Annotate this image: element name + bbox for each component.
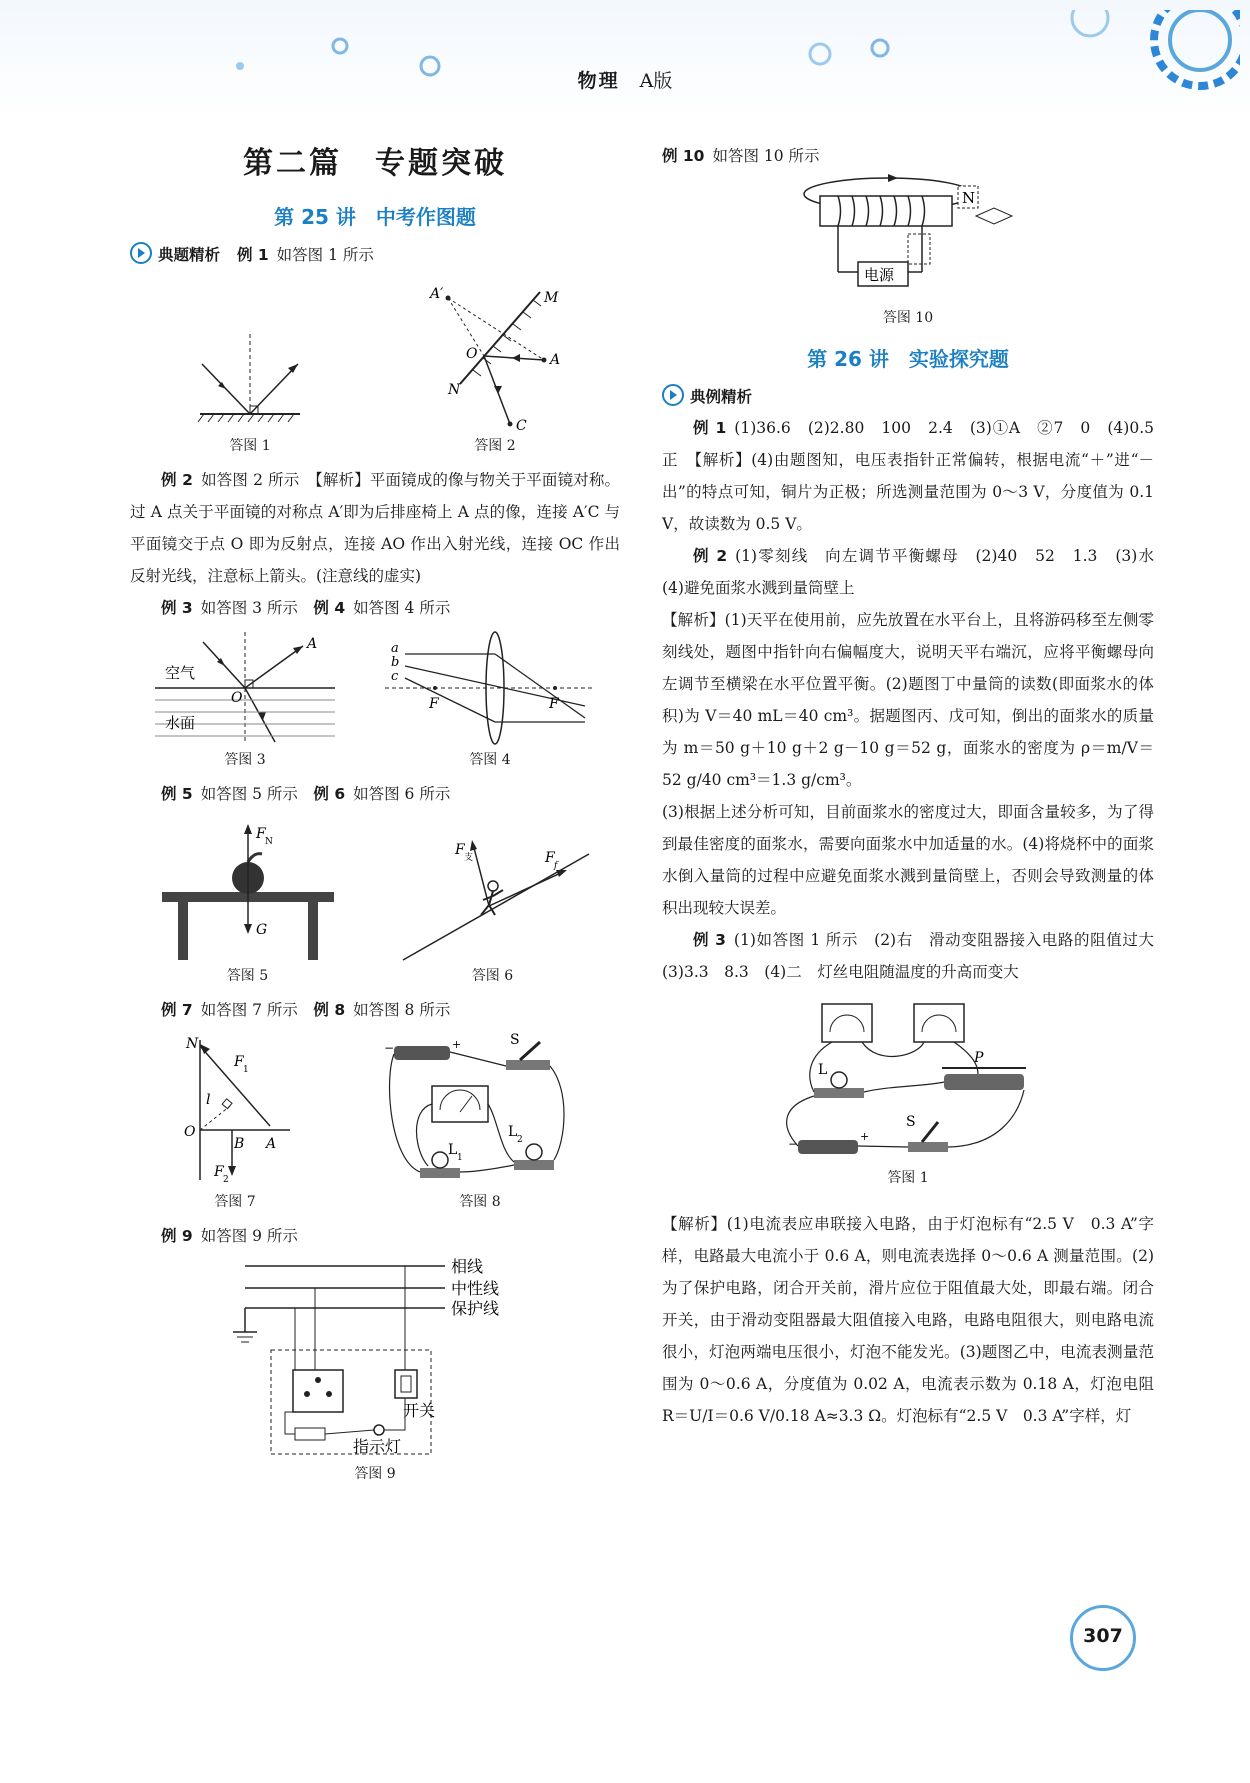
- lecture-26-title: 第 26 讲 实验探究题: [807, 347, 1009, 371]
- label-f-support: F: [454, 842, 465, 858]
- example-text: 如答图 2 所示 【解析】平面镜成的像与物关于平面镜对称。过 A 点关于平面镜的对称点 A′即为后排座椅上 A 点的像，连接 A′C 与平面镜交于点 O 即为反射点，连接 AO 作出入射光线，连接 OC 作出反射光线，注意标上箭头。(注意线的虚实): [130, 471, 621, 585]
- label-o: O: [184, 1124, 196, 1140]
- label-a-prime: A′: [430, 286, 444, 302]
- label-g: G: [255, 922, 267, 938]
- label-m: M: [544, 290, 559, 306]
- example-text: (1)零刻线 向左调节平衡螺母 (2)40 52 1.3 (3)水 (4)避免面浆水溅到量筒壁上: [662, 547, 1170, 597]
- label-l2: L: [508, 1124, 518, 1140]
- figure-caption: 答图 7: [214, 1194, 256, 1210]
- header-subject: 物理: [577, 70, 620, 92]
- label-indicator-light: 指示灯: [353, 1437, 402, 1456]
- label-l2-sub: 2: [517, 1135, 523, 1145]
- lens-diagram: [385, 628, 595, 748]
- label-a: a: [391, 641, 399, 656]
- example-number: 例 3: [161, 599, 193, 617]
- figure-row-1-2: [130, 274, 620, 458]
- label-o: O: [231, 690, 243, 706]
- lecture-26-example-1: [662, 412, 1170, 540]
- label-l: l: [206, 1092, 211, 1108]
- example-text: (1)36.6 (2)2.80 100 2.4 (3)①A ②7 0 (4)0.5 正 【解析】(4)由题图知，电压表指针正常偏转，根据电流“＋”进“－出”的特点可知，铜片为正极；所选测量范围为 0～3 V，分度值为 0.1 V，故读数为 0.5 V。: [662, 419, 1170, 533]
- example-text: 如答图 5 所示: [200, 785, 298, 803]
- example-text: 如答图 3 所示: [200, 599, 298, 617]
- lecture-26-example-2-analysis: 【解析】(1)天平在使用前，应先放置在水平台上，且将游码移至左侧零刻线处，题图中指针向右偏幅度大，说明天平右端沉，应将平衡螺母向左调节至横梁在水平位置平衡。(2)题图丁中量筒的读数(即面浆水的体积)为 V＝40 mL＝40 cm³。据题图丙、戊可知，倒出的面浆水的质量为 m＝50 g＋10 g＋2 g－10 g＝52 g，面浆水的密度为 ρ＝m/V＝52 g/40 cm³＝1.3 g/cm³。: [662, 611, 1154, 789]
- part-title: 第二篇 专题突破: [243, 146, 507, 181]
- example-number: 例 9: [161, 1227, 193, 1245]
- section-tag: 典题精析: [158, 246, 221, 264]
- right-column: [662, 140, 1170, 1432]
- example-text: 如答图 6 所示: [353, 785, 451, 803]
- example-text: 如答图 4 所示: [353, 599, 451, 617]
- example-number: 例 10: [662, 147, 705, 165]
- household-wiring-diagram: [225, 1252, 525, 1462]
- example-text: 如答图 8 所示: [353, 1001, 451, 1019]
- figure-row-7-8: [130, 1030, 620, 1214]
- figure-5: [158, 814, 338, 988]
- figure-caption: 答图 8: [459, 1194, 501, 1210]
- label-ground-wire: 保护线: [451, 1299, 500, 1318]
- mirror-image-diagram: [420, 284, 570, 434]
- section-tag: 典例精析: [690, 388, 753, 406]
- lecture-26-example-3: [662, 924, 1170, 988]
- label-f-left: F: [429, 696, 439, 712]
- label-air: 空气: [165, 664, 196, 682]
- lecture-26-section: [662, 382, 1154, 412]
- label-neutral-wire: 中性线: [451, 1279, 500, 1298]
- example-number: 例 2: [693, 547, 728, 565]
- example-7-8-line: [130, 994, 620, 1026]
- figure-caption: 答图 10: [882, 310, 934, 326]
- example-number: 例 7: [161, 1001, 193, 1019]
- lecture-26-example-2: [662, 540, 1170, 604]
- example-number: 例 5: [161, 785, 193, 803]
- label-f2-sub: 2: [223, 1175, 229, 1185]
- figure-caption: 答图 3: [224, 752, 266, 768]
- label-l1: L: [448, 1142, 458, 1158]
- example-number: 例 8: [313, 1001, 346, 1019]
- figure-caption: 答图 4: [469, 752, 511, 768]
- example-2-paragraph: [130, 464, 620, 592]
- example-text: (1)如答图 1 所示 (2)右 滑动变阻器接入电路的阻值过大 (3)3.3 8.3 (4)二 灯丝电阻随温度的升高而变大: [662, 931, 1170, 981]
- lecture-25-title: 第 25 讲 中考作图题: [274, 205, 476, 229]
- figure-6: [393, 814, 593, 988]
- figure-caption: 答图 5: [226, 968, 269, 984]
- figure-8: [380, 1030, 580, 1214]
- label-p: P: [974, 1050, 984, 1066]
- example-number: 例 6: [313, 785, 346, 803]
- figure-caption: 答图 1: [229, 438, 271, 454]
- example-9-line: [130, 1220, 620, 1252]
- label-n: N: [962, 189, 976, 207]
- label-switch: 开关: [403, 1401, 436, 1420]
- figure-3: [155, 628, 335, 772]
- circuit-diagram-8: [380, 1030, 580, 1190]
- apple-on-table-diagram: [158, 814, 338, 964]
- label-b: B: [234, 1136, 245, 1152]
- circuit-diagram-ammeter-voltmeter: [778, 996, 1038, 1166]
- figure-4: [385, 628, 595, 772]
- label-minus: −: [384, 1041, 395, 1055]
- label-a: A: [550, 352, 561, 368]
- example-3-4-line: [130, 592, 620, 624]
- label-fn-sub: N: [264, 837, 273, 847]
- example-5-6-line: [130, 778, 620, 810]
- label-plus: +: [452, 1038, 462, 1051]
- figure-caption: 答图 2: [474, 438, 516, 454]
- label-b: b: [391, 655, 400, 670]
- figure-1: [180, 294, 320, 458]
- label-f-friction-sub: f: [553, 861, 557, 871]
- label-s: S: [906, 1114, 916, 1130]
- label-f-friction: F: [544, 850, 555, 866]
- left-column: [130, 140, 620, 1486]
- figure-7: [170, 1030, 300, 1214]
- header-version: A版: [639, 70, 673, 92]
- electromagnet-diagram: [798, 172, 1018, 306]
- example-number: 例 1: [236, 246, 269, 264]
- decorative-ring-icon: [1020, 10, 1240, 110]
- example-number: 例 1: [693, 419, 727, 437]
- lecture-26-example-3-analysis: 【解析】(1)电流表应串联接入电路，由于灯泡标有“2.5 V 0.3 A”字样，电路最大电流小于 0.6 A，则电流表选择 0～0.6 A 测量范围。(2)为了保护电路，闭合开关前，滑片应位于阻值最大处，即最右端。闭合开关，由于滑动变阻器最大阻值接入电路，电路电阻很大，则电路电流很小，灯泡两端电压很小，灯泡不能发光。(3)题图乙中，电流表测量范围为 0～0.6 A，分度值为 0.02 A，电流表示数为 0.18 A，灯泡电阻 R＝U/I＝0.6 V/0.18 A≈3.3 Ω。灯泡标有“2.5 V 0.3 A”字样，灯: [662, 1215, 1154, 1425]
- label-live-wire: 相线: [451, 1257, 484, 1276]
- figure-row-5-6: [130, 814, 620, 988]
- label-water: 水面: [165, 714, 196, 732]
- example-10-line: [662, 140, 1154, 172]
- label-l1-sub: 1: [457, 1153, 463, 1163]
- header-title: [0, 66, 1250, 93]
- label-n: N: [186, 1036, 199, 1052]
- label-a: A: [307, 636, 318, 652]
- figure-2: [420, 284, 570, 458]
- figure-caption: 答图 6: [471, 968, 514, 984]
- label-minus: −: [788, 1137, 799, 1151]
- example-number: 例 3: [693, 931, 726, 949]
- example-number: 例 2: [161, 471, 193, 489]
- refraction-diagram: [155, 628, 335, 748]
- slope-person-diagram: [393, 814, 593, 964]
- label-f1: F: [234, 1054, 244, 1070]
- play-icon: [130, 242, 152, 264]
- example-number: 例 4: [313, 599, 346, 617]
- lecture-25-ex1-line: [130, 240, 620, 270]
- example-text: 如答图 7 所示: [200, 1001, 298, 1019]
- label-f1-sub: 1: [243, 1065, 249, 1075]
- example-text: 如答图 9 所示: [200, 1227, 298, 1245]
- reflection-diagram: [180, 294, 320, 434]
- lecture-26-example-2-analysis-cont: (3)根据上述分析可知，目前面浆水的密度过大，即面含量较多，为了得到最佳密度的面浆水，需要向面浆水中加适量的水。(4)将烧杯中的面浆水倒入量筒的过程中应避免面浆水溅到量筒壁上，否则会导致测量的体积出现较大误差。: [662, 803, 1154, 917]
- label-f2: F: [214, 1164, 224, 1180]
- label-o: O: [466, 346, 478, 362]
- figure-caption: 答图 9: [354, 1466, 396, 1482]
- play-icon: [662, 384, 684, 406]
- example-text: 如答图 1 所示: [276, 246, 374, 264]
- label-f-right: F: [549, 696, 559, 712]
- label-plus: +: [860, 1130, 870, 1143]
- figure-10: [662, 172, 1154, 330]
- label-f-support-sub: 支: [463, 853, 473, 863]
- label-fn: F: [255, 826, 266, 842]
- figure-row-3-4: [130, 628, 620, 772]
- example-text: 如答图 10 所示: [712, 147, 820, 165]
- lever-diagram: [170, 1030, 300, 1190]
- label-l: L: [818, 1062, 828, 1078]
- figure-lecture26-1: [662, 996, 1154, 1190]
- label-a: A: [266, 1136, 277, 1152]
- label-s: S: [510, 1032, 520, 1048]
- figure-caption: 答图 1: [887, 1170, 929, 1186]
- label-power-source: 电源: [864, 266, 895, 284]
- page-number: 307: [1070, 1605, 1136, 1671]
- figure-9: [130, 1252, 620, 1486]
- label-c: c: [391, 669, 399, 684]
- label-n: N: [448, 382, 461, 398]
- label-c: C: [516, 418, 527, 434]
